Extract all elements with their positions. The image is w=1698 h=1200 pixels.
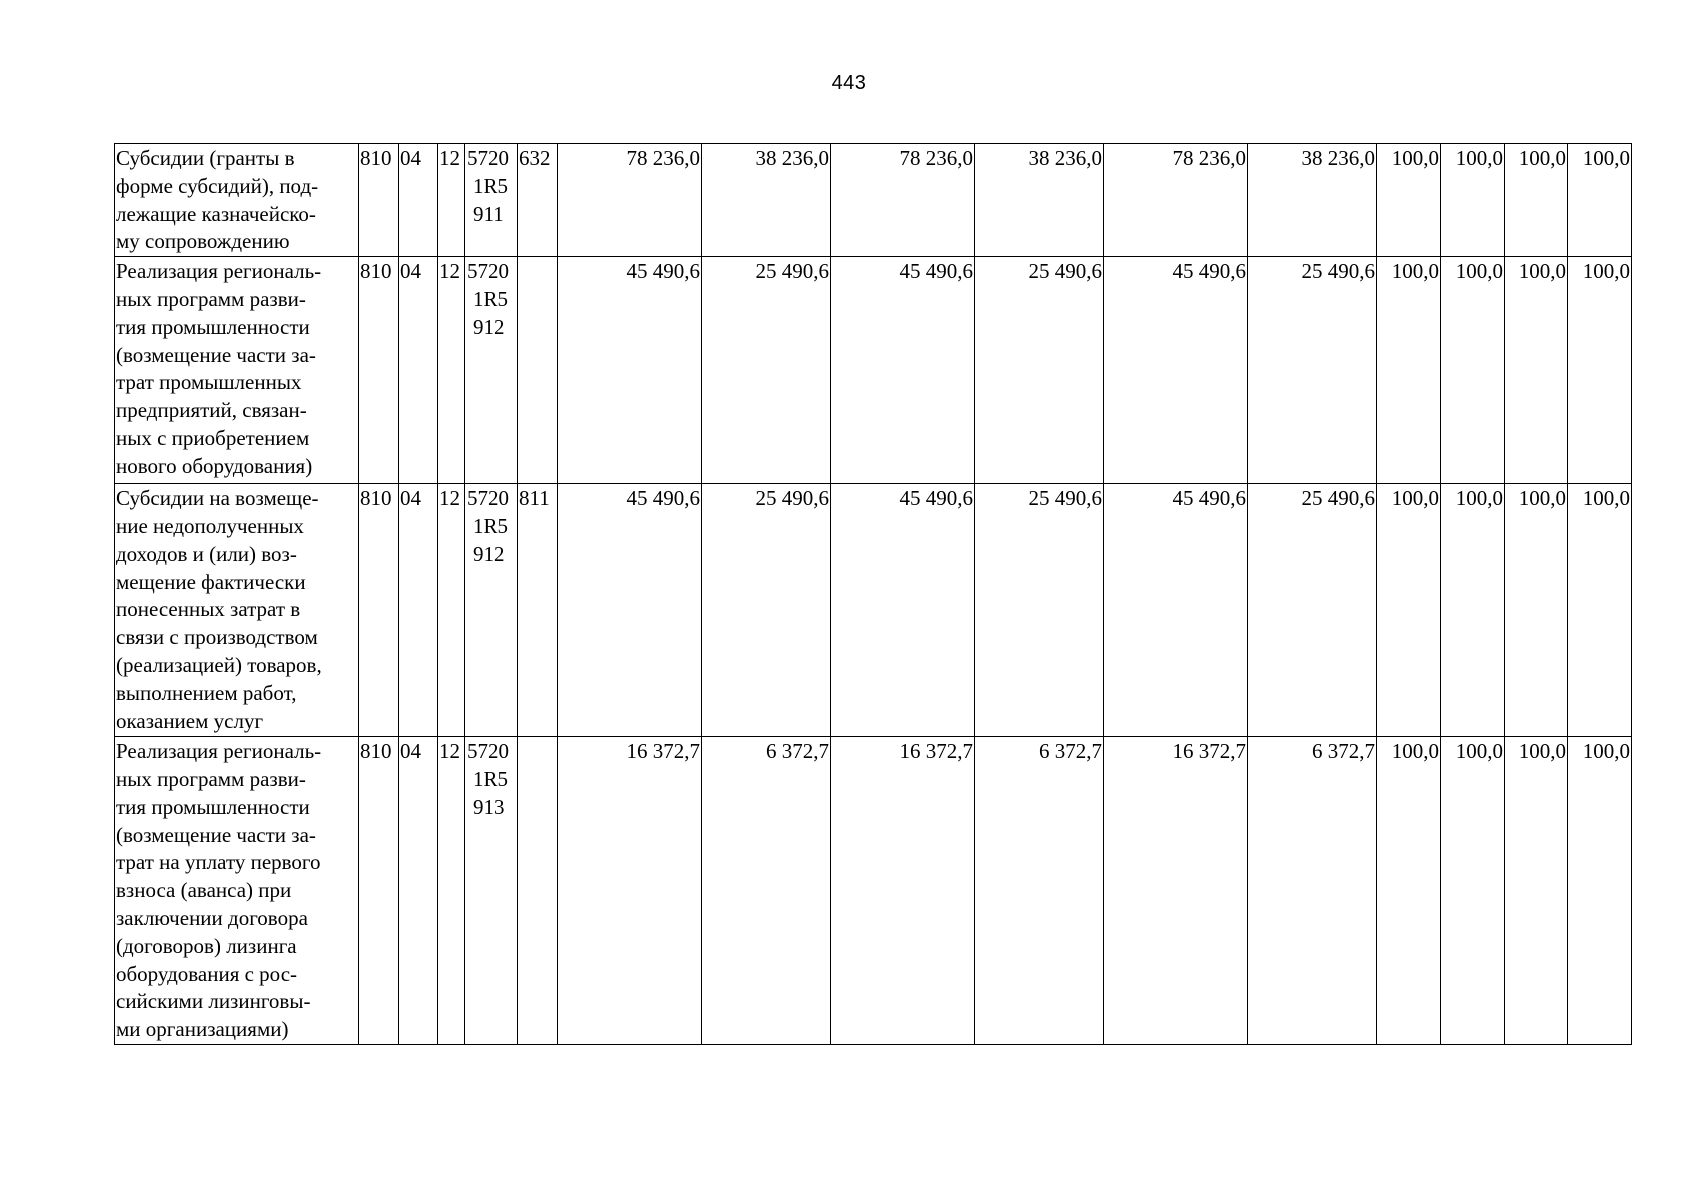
amount-cell: 45 490,6 <box>831 484 975 737</box>
row-name-line: сийскими лизинговы- <box>116 989 311 1014</box>
table-row <box>115 737 1632 1045</box>
percent-cell: 100,0 <box>1505 257 1568 484</box>
row-name-line: (возмещение части за- <box>116 822 316 847</box>
row-name-line: Субсидии (гранты в <box>116 146 295 170</box>
percent-cell: 100,0 <box>1441 257 1505 484</box>
amount-cell: 25 490,6 <box>975 257 1104 484</box>
percent-cell: 100,0 <box>1568 257 1632 484</box>
target-article-code-line: 913 <box>473 794 505 819</box>
target-article-code <box>465 257 518 484</box>
percent-cell: 100,0 <box>1505 484 1568 737</box>
row-name-line: (реализацией) товаров, <box>116 652 322 677</box>
percent-cell: 100,0 <box>1568 737 1632 1045</box>
target-article-code-line: 5720 <box>467 739 509 764</box>
percent-cell: 100,0 <box>1377 484 1441 737</box>
percent-cell: 100,0 <box>1505 144 1568 257</box>
row-name-line: Реализация региональ- <box>116 739 322 764</box>
amount-cell: 16 372,7 <box>558 737 702 1045</box>
amount-cell: 25 490,6 <box>1248 257 1377 484</box>
target-article-code-line: 5720 <box>467 486 509 511</box>
ministry-code: 810 <box>359 257 399 484</box>
row-name-line: тия промышленности <box>116 314 310 339</box>
row-name-line: (договоров) лизинга <box>116 933 297 958</box>
row-name-line: Субсидии на возмеще- <box>116 486 319 511</box>
page-number: 443 <box>831 72 867 94</box>
row-name-line: трат на уплату первого <box>116 850 321 875</box>
amount-cell: 25 490,6 <box>702 257 831 484</box>
amount-cell: 38 236,0 <box>702 144 831 257</box>
section-code: 04 <box>399 484 438 737</box>
amount-cell: 25 490,6 <box>1248 484 1377 737</box>
target-article-code <box>465 144 518 257</box>
amount-cell: 25 490,6 <box>702 484 831 737</box>
percent-cell: 100,0 <box>1568 144 1632 257</box>
row-name <box>115 144 359 257</box>
row-name-line: связи с производством <box>116 625 318 650</box>
table-row <box>115 484 1632 737</box>
row-name-line: форме субсидий), под- <box>116 173 319 198</box>
target-article-code-line: 1R5 <box>473 766 509 791</box>
row-name-line: лежащие казначейско- <box>116 201 316 226</box>
row-name-line: доходов и (или) воз- <box>116 541 297 566</box>
row-name-line: ние недополученных <box>116 513 304 538</box>
row-name-line: понесенных затрат в <box>116 597 301 622</box>
row-name-line: (возмещение части за- <box>116 342 316 367</box>
percent-cell: 100,0 <box>1568 484 1632 737</box>
row-name-line: выполнением работ, <box>116 680 297 705</box>
amount-cell: 6 372,7 <box>975 737 1104 1045</box>
amount-cell: 45 490,6 <box>1104 257 1248 484</box>
row-name-line: взноса (аванса) при <box>116 878 292 903</box>
amount-cell: 38 236,0 <box>1248 144 1377 257</box>
budget-table <box>114 143 1632 1045</box>
target-article-code-line: 911 <box>473 201 504 226</box>
row-name-line: ных программ разви- <box>116 286 306 311</box>
row-name-line: трат промышленных <box>116 370 302 395</box>
row-name-line: нового оборудования) <box>116 453 313 478</box>
percent-cell: 100,0 <box>1441 144 1505 257</box>
amount-cell: 45 490,6 <box>558 484 702 737</box>
section-code: 04 <box>399 144 438 257</box>
row-name-line: му сопровождению <box>116 229 290 254</box>
target-article-code-line: 5720 <box>467 146 509 170</box>
percent-cell: 100,0 <box>1377 737 1441 1045</box>
row-name-line: ных с приобретением <box>116 425 310 450</box>
amount-cell: 78 236,0 <box>558 144 702 257</box>
percent-cell: 100,0 <box>1377 257 1441 484</box>
table-row <box>115 144 1632 257</box>
subsection-code: 12 <box>438 737 465 1045</box>
section-code: 04 <box>399 257 438 484</box>
amount-cell: 45 490,6 <box>1104 484 1248 737</box>
row-name-line: оборудования с рос- <box>116 961 298 986</box>
amount-cell: 6 372,7 <box>702 737 831 1045</box>
row-name <box>115 737 359 1045</box>
amount-cell: 78 236,0 <box>1104 144 1248 257</box>
expense-type-code: 811 <box>518 484 558 737</box>
row-name-line: тия промышленности <box>116 794 310 819</box>
target-article-code-line: 1R5 <box>473 173 509 198</box>
target-article-code-line: 5720 <box>467 259 509 284</box>
amount-cell: 16 372,7 <box>1104 737 1248 1045</box>
target-article-code <box>465 737 518 1045</box>
amount-cell: 45 490,6 <box>831 257 975 484</box>
subsection-code: 12 <box>438 257 465 484</box>
table-body <box>115 144 1632 1045</box>
table-row <box>115 257 1632 484</box>
amount-cell: 45 490,6 <box>558 257 702 484</box>
percent-cell: 100,0 <box>1505 737 1568 1045</box>
row-name-line: мещение фактически <box>116 569 306 594</box>
target-article-code-line: 1R5 <box>473 286 509 311</box>
row-name <box>115 484 359 737</box>
row-name-line: оказанием услуг <box>116 708 264 733</box>
amount-cell: 6 372,7 <box>1248 737 1377 1045</box>
ministry-code: 810 <box>359 484 399 737</box>
row-name-line: Реализация региональ- <box>116 259 322 284</box>
expense-type-code <box>518 257 558 484</box>
expense-type-code: 632 <box>518 144 558 257</box>
row-name <box>115 257 359 484</box>
ministry-code: 810 <box>359 737 399 1045</box>
target-article-code-line: 1R5 <box>473 513 509 538</box>
section-code: 04 <box>399 737 438 1045</box>
row-name-line: заключении договора <box>116 905 308 930</box>
amount-cell: 16 372,7 <box>831 737 975 1045</box>
row-name-line: ных программ разви- <box>116 766 306 791</box>
amount-cell: 78 236,0 <box>831 144 975 257</box>
amount-cell: 25 490,6 <box>975 484 1104 737</box>
subsection-code: 12 <box>438 144 465 257</box>
target-article-code <box>465 484 518 737</box>
row-name-line: ми организациями) <box>116 1017 289 1042</box>
target-article-code-line: 912 <box>473 314 505 339</box>
percent-cell: 100,0 <box>1441 484 1505 737</box>
row-name-line: предприятий, связан- <box>116 398 307 423</box>
amount-cell: 38 236,0 <box>975 144 1104 257</box>
ministry-code: 810 <box>359 144 399 257</box>
target-article-code-line: 912 <box>473 541 505 566</box>
percent-cell: 100,0 <box>1441 737 1505 1045</box>
expense-type-code <box>518 737 558 1045</box>
percent-cell: 100,0 <box>1377 144 1441 257</box>
subsection-code: 12 <box>438 484 465 737</box>
